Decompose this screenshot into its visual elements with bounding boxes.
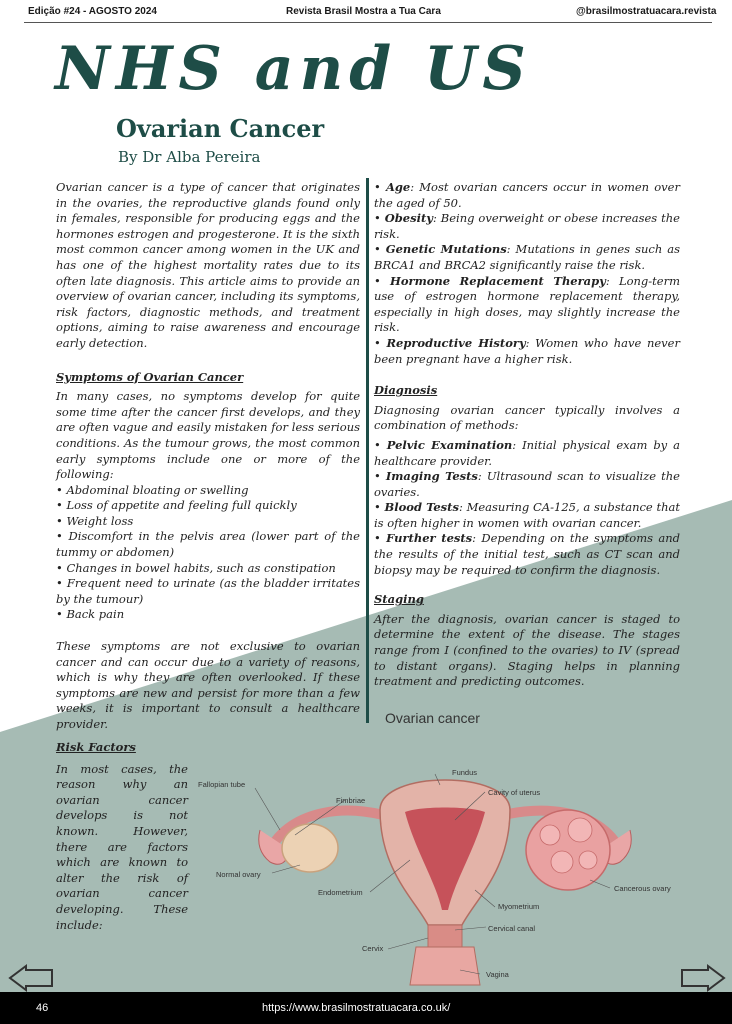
list-item: • Pelvic Examination: Initial physical exam by a healthcare provider. [374,437,680,468]
list-item: • Hormone Replacement Therapy: Long-term use of estrogen hormone replacement therapy, especially in high doses, may slightly increase the risk. [374,273,680,335]
footer-url[interactable]: https://www.brasilmostratuacara.co.uk/ [262,1002,451,1014]
label-fallopian-tube: Fallopian tube [198,780,246,789]
list-item: • Genetic Mutations: Mutations in genes such as BRCA1 and BRCA2 significantly raise the risk. [374,242,680,272]
list-item: • Weight loss [56,513,134,528]
list-item: • Changes in bowel habits, such as constipation [56,560,336,575]
risk-factors-paragraph: In most cases, the reason why an ovarian cancer develops is not known. However, there are factors which are known to alter the risk of ovarian cancer developing. These include: [56,761,188,932]
symptoms-list [56,483,360,623]
symptoms-heading: Symptoms of Ovarian Cancer [56,369,244,384]
ovarian-cancer-diagram [190,730,690,992]
list-item: • Back pain [56,607,125,622]
diagram-title: Ovarian cancer [385,710,480,726]
label-cancerous-ovary: Cancerous ovary [614,884,671,893]
intro-paragraph: Ovarian cancer is a type of cancer that originates in the ovaries, the reproductive glands found only in females, responsible for producing eggs and the hormones estrogen and progesterone. It is the sixth most common cancer among women in the UK and has one of the highest mortality rates due to its often late diagnosis. This article aims to provide an overview of ovarian cancer, including its symptoms, risk factors, diagnostic methods, and treatment options, aiming to raise awareness and encourage early detection. [56,180,360,350]
label-normal-ovary: Normal ovary [216,870,261,879]
column-divider [366,178,369,723]
list-item: • Abdominal bloating or swelling [56,482,249,497]
list-item: • Loss of appetite and feeling full quickly [56,498,297,513]
list-item: • Blood Tests: Measuring CA-125, a substance that is often higher in women with ovarian cancer. [374,500,680,530]
list-item: • Reproductive History: Women who have never been pregnant have a higher risk. [374,335,680,366]
header-divider [24,22,712,23]
label-cervix: Cervix [362,944,384,953]
diagnosis-lead: Diagnosing ovarian cancer typically involves a combination of methods: [374,402,680,433]
risk-factors-heading: Risk Factors [56,740,136,754]
diagnosis-list [374,438,680,578]
list-item: • Age: Most ovarian cancers occur in women over the aged of 50. [374,180,680,210]
label-fimbriae: Fimbriae [336,796,366,805]
label-vagina: Vagina [486,970,509,979]
risk-factor-list [374,180,680,367]
symptoms-closing: These symptoms are not exclusive to ovarian cancer and can occur due to a variety of reasons, which is why they are often overlooked. If these symptoms are new and persist for more than a few weeks, it is important to consult a healthcare provider. [56,639,360,731]
staging-paragraph: After the diagnosis, ovarian cancer is staged to determine the extent of the disease. The stages range from I (confined to the ovaries) to IV (spread to distant organs). Staging helps in planning treatment and predicting outcomes. [374,611,680,689]
list-item: • Further tests: Depending on the symptoms and the results of the initial test, such as CT scan and biopsy may be required to confirm the diagnosis. [374,531,680,577]
staging-heading: Staging [374,592,424,607]
previous-page-icon[interactable] [6,960,58,992]
magazine-name: Revista Brasil Mostra a Tua Cara [286,6,441,17]
label-myometrium: Myometrium [498,902,540,911]
article-title: Ovarian Cancer [116,114,325,143]
edition-label: Edição #24 - AGOSTO 2024 [28,6,157,17]
right-column [374,180,680,690]
symptoms-lead: In many cases, no symptoms develop for quite some time after the cancer first develops, and they are often vague and easily mistaken for less serious conditions. As the tumour grows, the most common early symptoms include one or more of the following: [56,389,360,482]
label-cervical-canal: Cervical canal [488,924,536,933]
label-endometrium: Endometrium [318,888,363,897]
next-page-icon[interactable] [676,960,728,992]
label-fundus: Fundus [452,768,478,777]
social-handle: @brasilmostratuacara.revista [576,6,717,17]
list-item: • Imaging Tests: Ultrasound scan to visualize the ovaries. [374,469,680,499]
page-title: NHS and US [55,34,532,104]
label-cavity-of-uterus: Cavity of uterus [488,788,541,797]
diagnosis-heading: Diagnosis [374,383,438,398]
list-item: • Frequent need to urinate (as the bladder irritates by the tumour) [56,576,360,606]
list-item: • Discomfort in the pelvis area (lower part of the tummy or abdomen) [56,529,360,560]
risk-factors-section [56,740,188,933]
page-number: 46 [36,1002,49,1014]
list-item: • Obesity: Being overweight or obese increases the risk. [374,211,680,241]
byline: By Dr Alba Pereira [118,148,261,166]
left-column [56,180,360,733]
